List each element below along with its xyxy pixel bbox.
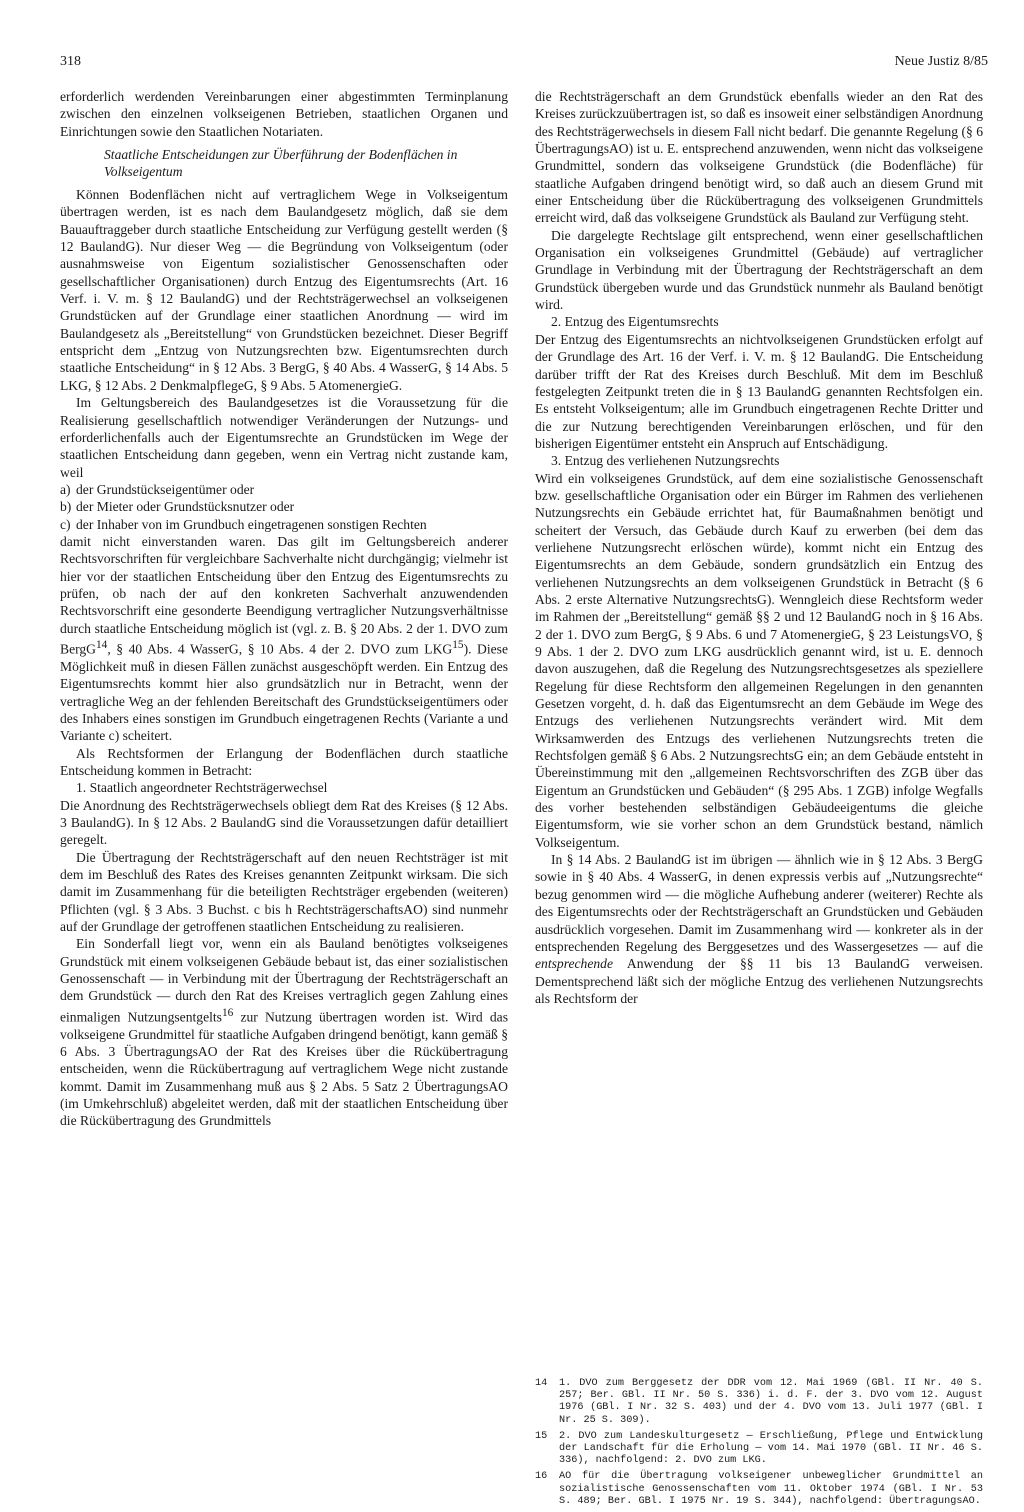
paragraph: Wird ein volkseigenes Grundstück, auf dem eine sozialistische Genossenschaft bzw. gesellschaftliche Organisation oder ein Bürger im Rahmen des verliehenen Nutzungsrechts ein Gebäude errichtet hat, für Baumaßnahmen benötigt und scheitert der Versuch, das Gebäude durch Kauf zu erwerben (bei dem das verliehene Nutzungsrecht erlöschen würde), kommt nicht ein Entzug des Eigentumsrechts an dem Gebäude, sondern grundsätzlich ein Entzug des verliehenen Nutzungsrechts an dem volkseigenen Grundstück in Betracht (§ 6 Abs. 2 erste Alternative NutzungsrechtsG). Wenngleich diese Rechtsform weder im Rahmen der „Bereitstellung“ gemäß §§ 2 und 12 BaulandG noch in § 16 Abs. 2 der 1. DVO zum BergG, § 9 Abs. 6 und 7 AtomenergieG, § 23 LeistungsVO, § 9 Abs. 1 der 2. DVO zum LKG ausdrücklich genannt wird, ist u. E. dennoch davon auszugehen, daß die Regelung des Nutzungsrechtsgesetzes als speziellere Regelung für diese Rechtsform den allgemeinen Regelungen in den genannten Gesetzen vorgeht, d. h. daß das Eigentumsrecht an dem Gebäude im Wege des Entzugs des verliehenen Nutzungsrechts verändert wird. Mit dem Wirksamwerden des Entzugs des verliehenen Nutzungsrechts treten die Rechtsfolgen gemäß § 6 Abs. 2 NutzungsrechtsG ein; an dem Gebäude entsteht in Übereinstimmung mit den „allgemeinen Rechtsvorschriften des ZGB über das Eigentum an Grundstücken und Gebäuden“ (§ 295 Abs. 1 ZGB) infolge Wegfalls des vorher bestehenden selbständigen Gebäudeeigentums die gleiche Eigentumsform, wie sie vorher schon an dem Grundstück bestand, nämlich Volkseigentum. (535, 470, 983, 850)
footnote (535, 1431, 983, 1468)
paragraph (60, 533, 508, 745)
footnote (535, 1471, 983, 1508)
list-label: b) (60, 499, 72, 515)
text-run: damit nicht einverstanden waren. Das gilt im Geltungsbereich anderer Rechtsvorschriften für vergleichbare Sachverhalte nicht durchgängig; vielmehr ist hier vor der staatlichen Entscheidung über den Entzug des Eigentumsrechts zu prüfen, ob nach der auf den konkreten Sachverhalt anzuwendenden Rechtsvorschrift eine gesonderte Beendigung vertraglicher Nutzungsverhältnisse durch staatliche Entscheidung möglich ist (vgl. z. B. § 20 Abs. 2 der 1. DVO zum BergG (60, 533, 508, 657)
footnote-text: 2. DVO zum Landeskulturgesetz — Erschließung, Pflege und Entwicklung der Landschaft für die Erholung — vom 14. Mai 1970 (GBl. II Nr. 46 S. 336), nachfolgend: 2. DVO zum LKG. (559, 1430, 983, 1467)
footnote-ref-16: 16 (221, 1006, 234, 1019)
text-run: , § 40 Abs. 4 WasserG, § 10 Abs. 4 der 2. DVO zum LKG (107, 641, 453, 657)
footnote-ref-15: 15 (452, 638, 464, 651)
footnote-number: 16 (535, 1471, 548, 1483)
list-item (60, 516, 508, 533)
list-text: der Mieter oder Grundstücksnutzer oder (76, 499, 295, 515)
paragraph: Die Anordnung des Rechtsträgerwechsels obliegt dem Rat des Kreises (§ 12 Abs. 3 BaulandG). In § 12 Abs. 2 BaulandG sind die Voraussetzungen dafür detailliert geregelt. (60, 797, 508, 848)
page-header (60, 50, 988, 74)
subsection-title: 2. Entzug des Eigentumsrechts (551, 314, 719, 330)
paragraph: Die dargelegte Rechtslage gilt entsprechend, wenn einer gesellschaftlichen Organisation ein volkseigenes Grundmittel (Gebäude) auf vertraglicher Grundlage in Verbindung mit der Übertragung der Rechtsträgerschaft an dem Grundstück übergeben wurde und das Grundstück nunmehr als Bauland benötigt wird. (535, 227, 983, 313)
right-column (535, 88, 983, 1007)
footnote-text: 1. DVO zum Berggesetz der DDR vom 12. Mai 1969 (GBl. II Nr. 40 S. 257; Ber. GBl. II Nr. 50 S. 336) i. d. F. der 3. DVO vom 12. August 1976 (GBl. I Nr. 32 S. 403) und der 4. DVO vom 13. Juli 1977 (GBl. I Nr. 25 S. 309). (559, 1378, 983, 1426)
footnote-number: 15 (535, 1430, 548, 1442)
list-label: c) (60, 516, 71, 532)
text-run: In § 14 Abs. 2 BaulandG ist im übrigen — ähnlich wie in § 12 Abs. 3 BergG sowie in § 40 Abs. 4 WasserG, in denen expressis verbis auf „Nutzungsrechte“ bezug genommen wird — die mögliche Aufhebung anderer (weiterer) Rechte als des Eigentumsrechts oder der Rechtsträgerschaft an Grundstücken und Gebäuden ausdrücklich vorgesehen. Damit im Zusammenhang wird — konkreter als in der entsprechenden Regelung des Berggesetzes und des Wassergesetzes — auf die (535, 852, 983, 954)
condition-list (60, 481, 508, 533)
list-text: der Grundstückseigentümer oder (76, 481, 255, 497)
list-item (60, 498, 508, 515)
paragraph: Die Übertragung der Rechtsträgerschaft auf den neuen Rechtsträger ist mit dem im Beschluß des Rates des Kreises genannten Zeitpunkt wirksam. Die sich damit im Zusammenhang für die beteiligten Rechtsträger ergebenden (weiteren) Pflichten (vgl. § 3 Abs. 3 Buchst. c bis h RechtsträgerschaftsAO) sind nunmehr auf der Grundlage der getroffenen staatlichen Entscheidung zu realisieren. (60, 849, 508, 934)
footnote-ref-14: 14 (96, 638, 108, 651)
footnotes (535, 1378, 983, 1512)
paragraph: die Rechtsträgerschaft an dem Grundstück ebenfalls wieder an den Rat des Kreises zurückzuübertragen ist, so daß es insoweit einer selbständigen Anordnung des Rechtsträgerwechsels in diesem Fall nicht bedarf. Die genannte Regelung (§ 6 ÜbertragungsAO) ist u. E. entsprechend anzuwenden, wenn nicht das volkseigene Grundmittel, sondern das volkseigene Grundstück (die Bodenfläche) für staatliche Aufgaben dringend benötigt wird, so daß auch an diesem Grund mit einer Entscheidung über die Rückübertragung des volkseigenen Grundmittels erreicht wird, daß das volkseigene Grundstück als Bauland zur Verfügung steht. (535, 89, 983, 226)
list-item (60, 481, 508, 498)
paragraph (535, 851, 983, 1007)
paragraph: Der Entzug des Eigentumsrechts an nichtvolkseigenen Grundstücken erfolgt auf der Grundlage des Art. 16 der Verf. i. V. m. § 12 BaulandG. Die Entscheidung darüber trifft der Rat des Kreises durch Beschluß. Mit dem im Beschluß festgelegten Zeitpunkt treten die in § 13 BaulandG genannten Rechtsfolgen ein. Es entsteht Volkseigentum; alle im Grundbuch eingetragenen Rechte Dritter und die zur Nutzung berechtigenden Vereinbarungen erlöschen, und für den bisherigen Eigentümer entsteht ein Anspruch auf Entschädigung. (535, 331, 983, 451)
footnote-text: AO für die Übertragung volkseigener unbeweglicher Grundmittel an sozialistische Genossenschaften vom 11. Oktober 1974 (GBl. I Nr. 53 S. 489; Ber. GBl. I 1975 Nr. 19 S. 344), nachfolgend: ÜbertragungsAO. (559, 1471, 983, 1507)
paragraph: Im Geltungsbereich des Baulandgesetzes ist die Voraussetzung für die Realisierung gesellschaftlich notwendiger Veränderungen der Nutzungs- und erforderlichenfalls auch der Eigentumsrechte an Grundstücken im Wege der staatlichen Entscheidung dann gegeben, wenn ein Vertrag nicht zustande kam, weil (60, 395, 508, 480)
section-heading: Staatliche Entscheidungen zur Überführung der Bodenflächen in Volkseigentum (104, 147, 458, 180)
text-run: Ein Sonderfall liegt vor, wenn ein als Bauland benötigtes volkseigenes Grundstück mit einem volkseigenen Gebäude bebaut ist, das einer sozialistischen Genossenschaft — in Verbindung mit der Übertragung der Rechtsträgerschaft an dem Grundstück — durch den Rat des Kreises vertraglich gegen Zahlung eines einmaligen Nutzungsentgelts (60, 936, 508, 1025)
emphasis: entsprechende (535, 956, 614, 972)
journal-issue: Neue Justiz 8/85 (894, 54, 988, 69)
text-run: ). Diese Möglichkeit muß in diesen Fällen zunächst ausgeschöpft werden. Ein Entzug des Eigentumsrechts kommt hier also grundsätzlich nur in Betracht, wenn der vertragliche Weg an der fehlenden Bereitschaft des Grundstückseigentümers oder des Inhabers eines sonstigen im Grundbuch eingetragenen Rechts (Variante a und Variante c) scheitert. (60, 641, 508, 744)
subsection-title: 1. Staatlich angeordneter Rechtsträgerwechsel (76, 780, 328, 796)
list-label: a) (60, 481, 71, 497)
footnote-number: 14 (535, 1378, 548, 1389)
subsection-title: 3. Entzug des verliehenen Nutzungsrechts (551, 453, 780, 469)
paragraph: Als Rechtsformen der Erlangung der Bodenflächen durch staatliche Entscheidung kommen in Betracht: (60, 745, 508, 778)
paragraph: Können Bodenflächen nicht auf vertraglichem Wege in Volkseigentum übertragen werden, ist es nach dem Baulandgesetz möglich, daß sie dem Bauauftraggeber durch staatliche Entscheidung zur Verfügung gestellt werden (§ 12 BaulandG). Nur dieser Weg — die Begründung von Volkseigentum (oder ausnahmsweise von Eigentum sozialistischer Genossenschaften oder gesellschaftlicher Organisationen) durch Entzug des Eigentumsrechts (Art. 16 Verf. i. V. m. § 12 BaulandG) und der Rechtsträgerwechsel an volkseigenen Grundstücken auf der Grundlage einer staatlichen Anordnung — wird im Baulandgesetz als „Bereitstellung“ von Grundstücken bezeichnet. Dieser Begriff entspricht dem „Entzug von Nutzungsrechten bzw. Eigentumsrechten durch staatliche Entscheidung“ in § 12 Abs. 3 BergG, § 40 Abs. 4 WasserG, § 14 Abs. 5 LKG, § 12 Abs. 2 DenkmalpflegeG, § 9 Abs. 5 AtomenergieG. (60, 187, 508, 393)
list-text: der Inhaber von im Grundbuch eingetragenen sonstigen Rechten (76, 516, 427, 532)
page-number: 318 (60, 54, 81, 69)
text-run: Anwendung der §§ 11 bis 13 BaulandG verweisen. Dementsprechend läßt sich der mögliche Entzug des verliehenen Nutzungsrechts als Rechtsform der (535, 956, 983, 1006)
footnote (535, 1378, 983, 1427)
paragraph (60, 935, 508, 1129)
left-column (60, 88, 508, 1130)
paragraph: erforderlich werdenden Vereinbarungen einer abgestimmten Terminplanung zwischen den einzelnen volkseigenen Betrieben, staatlichen Organen und Einrichtungen sowie den Staatlichen Notariaten. (60, 89, 508, 139)
text-run: zur Nutzung übertragen worden ist. Wird das volkseigene Grundmittel für staatliche Aufgaben dringend benötigt, kann gemäß § 6 Abs. 3 ÜbertragungsAO der Rat des Kreises über die Rückübertragung entscheiden, wenn die Rückübertragung auf vertraglichem Wege nicht zustande kommt. Damit im Zusammenhang muß aus § 2 Abs. 5 Satz 2 ÜbertragungsAO (im Umkehrschluß) abgeleitet werden, daß mit der staatlichen Entscheidung über die Rückübertragung des Grundmittels (60, 1009, 508, 1129)
